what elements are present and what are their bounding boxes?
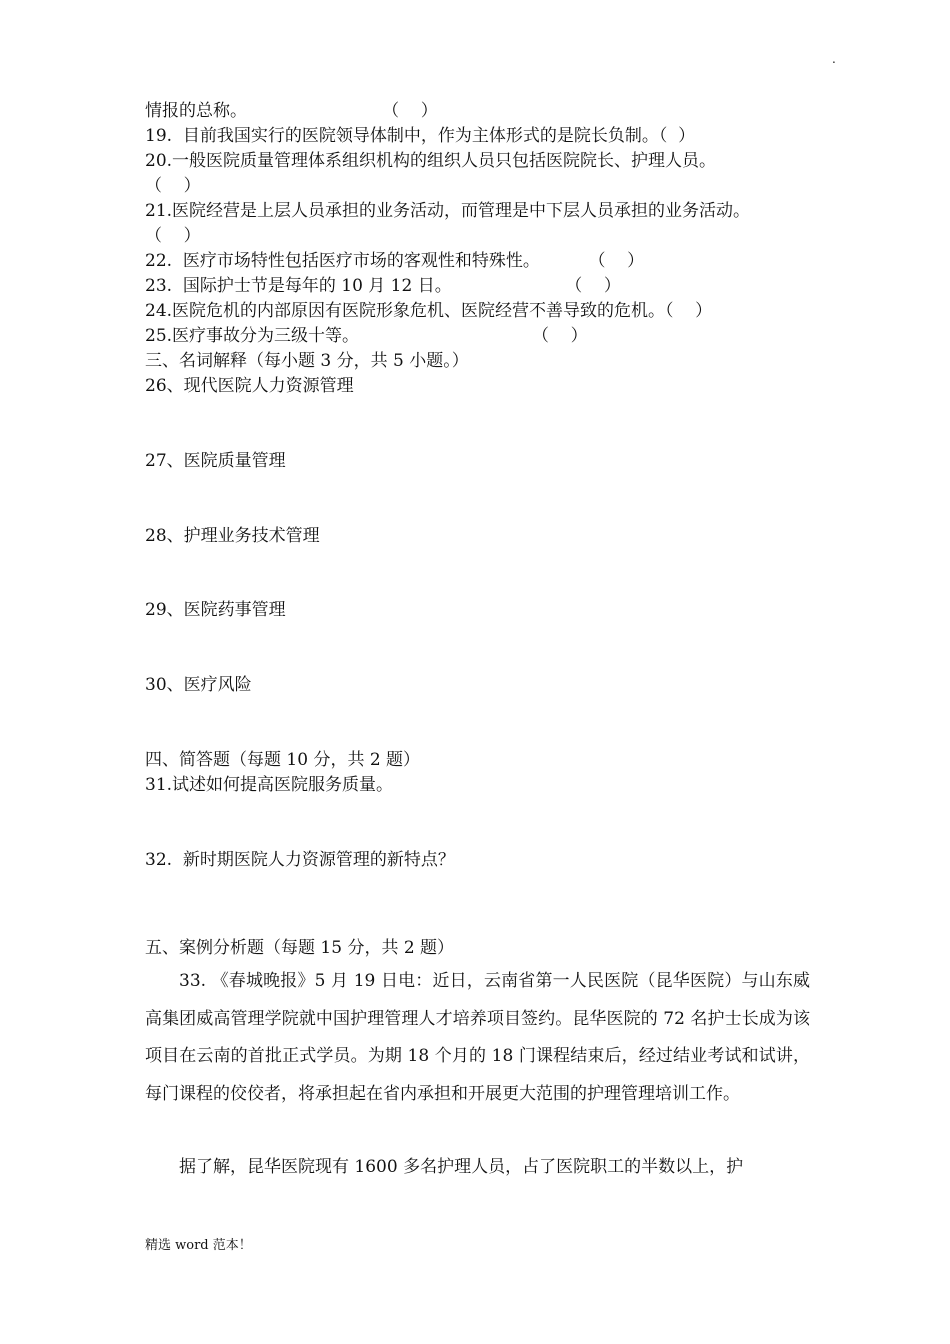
question-18-tail: 情报的总称。 （ ） bbox=[145, 101, 438, 121]
question-25: 25.医疗事故分为三级十等。 （ ） bbox=[145, 326, 588, 346]
question-20-bracket: （ ） bbox=[145, 176, 201, 196]
question-26: 26、现代医院人力资源管理 bbox=[145, 376, 354, 396]
question-24: 24.医院危机的内部原因有医院形象危机、医院经营不善导致的危机。（ ） bbox=[145, 301, 713, 321]
page-footer: 精选 word 范本！ bbox=[145, 1238, 252, 1253]
case-paragraph-1: 33. 《春城晚报》5 月 19 日电：近日，云南省第一人民医院（昆华医院）与山东威高集团威高管理学院就中国护理管理人才培养项目签约。昆华医院的 72 名护士长成为该项目在云南的首批正式学员。为期 18 个月的 18 门课程结束后，经过结业考试和试讲，每门课程的佼佼者，将承担起在省内承担和开展更大范围的护理管理培训工作。 bbox=[145, 971, 810, 1104]
question-31: 31.试述如何提高医院服务质量。 bbox=[145, 775, 394, 795]
section-4-heading: 四、简答题（每题 10 分，共 2 题） bbox=[145, 750, 421, 770]
question-28: 28、护理业务技术管理 bbox=[145, 526, 320, 546]
question-20: 20.一般医院质量管理体系组织机构的组织人员只包括医院院长、护理人员。 bbox=[145, 151, 717, 171]
question-30: 30、医疗风险 bbox=[145, 675, 252, 695]
question-22: 22. 医疗市场特性包括医疗市场的客观性和特殊性。 （ ） bbox=[145, 251, 645, 271]
section-3-heading: 三、名词解释（每小题 3 分，共 5 小题。） bbox=[145, 351, 469, 371]
section-5-heading: 五、案例分析题（每题 15 分，共 2 题） bbox=[145, 938, 455, 958]
case-paragraph-2: 据了解，昆华医院现有 1600 多名护理人员，占了医院职工的半数以上，护 bbox=[179, 1157, 744, 1177]
question-19: 19. 目前我国实行的医院领导体制中，作为主体形式的是院长负制。（ ） bbox=[145, 126, 696, 146]
question-23: 23. 国际护士节是每年的 10 月 12 日。 （ ） bbox=[145, 276, 621, 296]
question-27: 27、医院质量管理 bbox=[145, 451, 286, 471]
question-21: 21.医院经营是上层人员承担的业务活动，而管理是中下层人员承担的业务活动。 bbox=[145, 201, 751, 221]
question-32: 32. 新时期医院人力资源管理的新特点？ bbox=[145, 850, 455, 870]
question-21-bracket: （ ） bbox=[145, 226, 201, 246]
question-29: 29、医院药事管理 bbox=[145, 600, 286, 620]
page-mark: . bbox=[832, 52, 836, 66]
